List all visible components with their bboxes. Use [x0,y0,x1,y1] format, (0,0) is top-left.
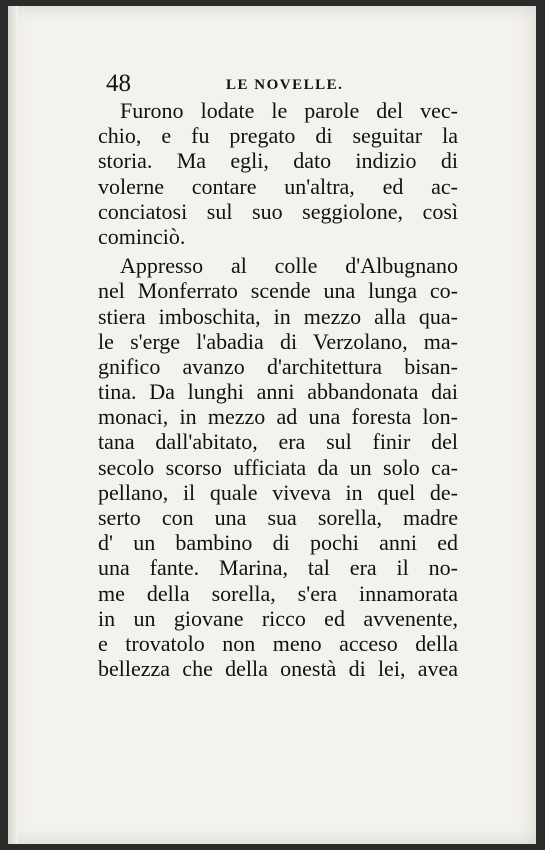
text-line: cominciò. [98,223,186,249]
running-title: LE NOVELLE. [226,77,344,93]
text-line: e trovatolo non meno acceso della [98,630,458,656]
text-line: storia. Ma egli, dato indizio di [98,148,458,174]
text-line: nel Monferrato scende una lunga co- [98,278,458,304]
text-line: serto con una sua sorella, madre [98,505,458,530]
text-line: Appresso al colle d'Albugnano [120,253,458,279]
page-header [106,70,466,100]
page-spine-shadow [8,6,18,844]
text-line: bellezza che della onestà di lei, avea [98,656,458,682]
text-line: chio, e fu pregato di seguitar la [98,123,458,149]
text-line: monaci, in mezzo ad una foresta lon- [98,404,458,430]
paragraph [98,253,458,681]
text-line: conciatosi sul suo seggiolone, così [98,198,458,224]
paragraph [98,98,458,249]
text-line: d' un bambino di pochi anni ed [98,530,458,556]
text-line: pellano, il quale viveva in quel de- [98,479,458,505]
text-line: in un giovane ricco ed avvenente, [98,605,458,631]
text-line: me della sorella, s'era innamorata [98,580,458,606]
text-line: tina. Da lunghi anni abbandonata dai [98,379,458,405]
text-line: volerne contare un'altra, ed ac- [98,173,458,199]
text-line: secolo scorso ufficiata da un solo ca- [98,454,458,480]
page-number: 48 [106,70,131,97]
text-line: tana dall'abitato, era sul finir del [98,429,458,455]
text-line: gnifico avanzo d'architettura bisan- [98,353,458,379]
body-text [98,98,458,681]
text-line: le s'erge l'abadia di Verzolano, ma- [98,328,458,354]
text-line: una fante. Marina, tal era il no- [98,555,458,581]
text-line: stiera imboschita, in mezzo alla qua- [98,303,458,329]
text-line: Furono lodate le parole del vec- [120,98,458,123]
